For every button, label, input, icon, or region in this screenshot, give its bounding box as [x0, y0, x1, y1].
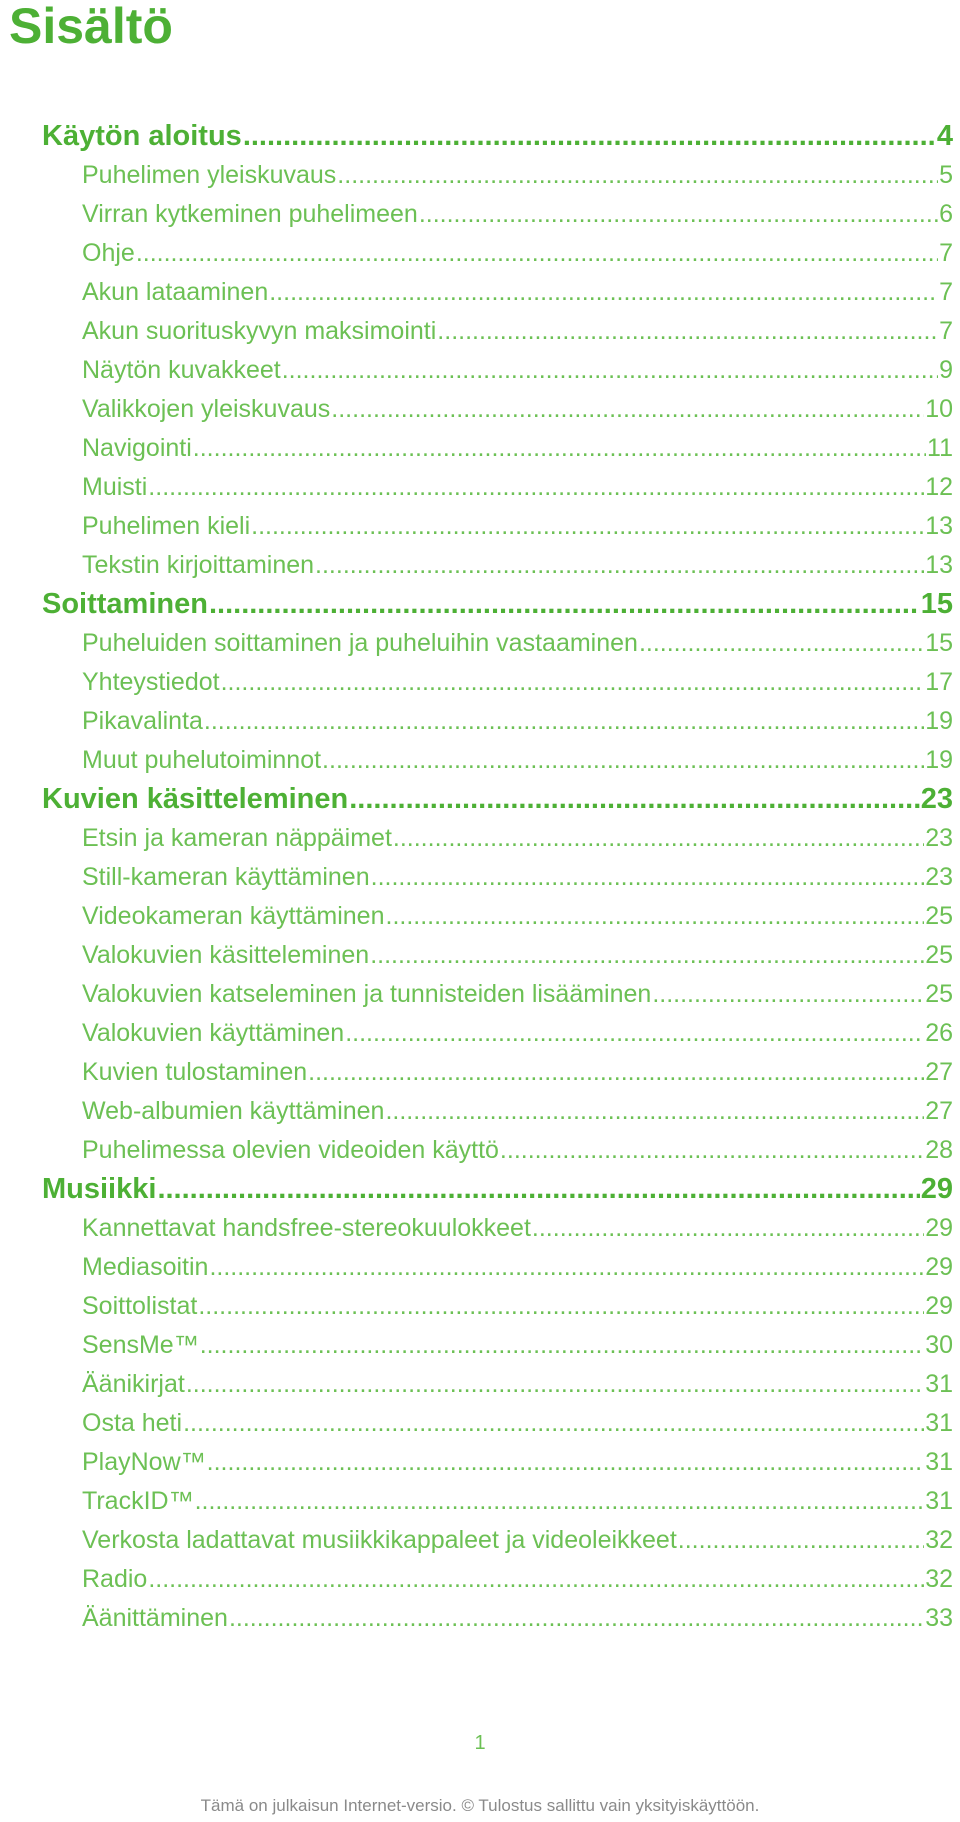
toc-leader-dots: [331, 390, 924, 429]
toc-entry[interactable]: [82, 1092, 953, 1131]
toc-entry-page: 31: [925, 1487, 953, 1515]
toc-entry-page: 5: [939, 161, 953, 189]
toc-entry[interactable]: [82, 234, 953, 273]
toc-leader-dots: [198, 1287, 924, 1326]
toc-entry[interactable]: [82, 1482, 953, 1521]
toc-leader-dots: [322, 741, 924, 780]
toc-entry[interactable]: [82, 507, 953, 546]
toc-entry-label: Valokuvien käyttäminen: [82, 1019, 345, 1047]
toc-entry[interactable]: [82, 936, 953, 975]
toc-leader-dots: [282, 351, 938, 390]
toc-entry[interactable]: [82, 468, 953, 507]
toc-section-entry[interactable]: [42, 117, 953, 156]
toc-leader-dots: [148, 1560, 924, 1599]
toc-section-entry[interactable]: [42, 1170, 953, 1209]
toc-entry[interactable]: [82, 351, 953, 390]
toc-entry-label: Puhelimen yleiskuvaus: [82, 161, 337, 189]
toc-entry[interactable]: [82, 702, 953, 741]
toc-entry-label: Verkosta ladattavat musiikkikappaleet ja videoleikkeet: [82, 1526, 677, 1554]
toc-section-title: Kuvien käsitteleminen: [42, 783, 349, 815]
toc-leader-dots: [209, 585, 920, 624]
toc-leader-dots: [678, 1521, 924, 1560]
toc-section-page: 4: [936, 120, 953, 152]
toc-leader-dots: [385, 1092, 924, 1131]
toc-entry[interactable]: [82, 1209, 953, 1248]
toc-leader-dots: [204, 702, 924, 741]
toc-entry[interactable]: [82, 1053, 953, 1092]
toc-entry-label: Etsin ja kameran näppäimet: [82, 824, 392, 852]
toc-entry-label: Valikkojen yleiskuvaus: [82, 395, 331, 423]
toc-entry-page: 6: [939, 200, 953, 228]
toc-entry-page: 10: [925, 395, 953, 423]
toc-entry-page: 9: [939, 356, 953, 384]
toc-leader-dots: [209, 1248, 924, 1287]
toc-entry-page: 7: [939, 278, 953, 306]
toc-entry[interactable]: [82, 663, 953, 702]
toc-entry-page: 27: [925, 1097, 953, 1125]
toc-section-entry[interactable]: [42, 585, 953, 624]
toc-section-title: Musiikki: [42, 1173, 157, 1205]
toc-entry-label: PlayNow™: [82, 1448, 206, 1476]
toc-entry[interactable]: [82, 897, 953, 936]
toc-entry[interactable]: [82, 273, 953, 312]
toc-entry-page: 13: [925, 551, 953, 579]
toc-entry-page: 19: [925, 707, 953, 735]
toc-entry[interactable]: [82, 741, 953, 780]
toc-entry-page: 25: [925, 941, 953, 969]
toc-entry[interactable]: [82, 1287, 953, 1326]
toc-leader-dots: [157, 1170, 919, 1209]
toc-entry-page: 31: [925, 1448, 953, 1476]
toc-entry-page: 17: [925, 668, 953, 696]
toc-entry-label: Valokuvien käsitteleminen: [82, 941, 370, 969]
toc-entry-label: Still-kameran käyttäminen: [82, 863, 370, 891]
toc-entry[interactable]: [82, 1365, 953, 1404]
toc-entry-page: 12: [925, 473, 953, 501]
toc-section-page: 29: [920, 1173, 953, 1205]
toc-leader-dots: [207, 1443, 925, 1482]
toc-entry-page: 31: [925, 1370, 953, 1398]
toc-leader-dots: [437, 312, 938, 351]
toc-entry-page: 23: [925, 863, 953, 891]
toc-leader-dots: [370, 936, 924, 975]
toc-entry-page: 25: [925, 902, 953, 930]
toc-entry[interactable]: [82, 1521, 953, 1560]
toc-entry-page: 26: [925, 1019, 953, 1047]
toc-entry-page: 29: [925, 1292, 953, 1320]
toc-leader-dots: [186, 1365, 924, 1404]
toc-entry[interactable]: [82, 1014, 953, 1053]
toc-leader-dots: [349, 780, 920, 819]
toc-entry-label: TrackID™: [82, 1487, 194, 1515]
toc-entry-label: Näytön kuvakkeet: [82, 356, 281, 384]
toc-entry-label: Virran kytkeminen puhelimeen: [82, 200, 418, 228]
toc-entry-page: 19: [925, 746, 953, 774]
toc-entry-label: Puhelimen kieli: [82, 512, 251, 540]
toc-leader-dots: [345, 1014, 924, 1053]
toc-entry[interactable]: [82, 975, 953, 1014]
toc-entry[interactable]: [82, 1248, 953, 1287]
toc-entry-label: Ohje: [82, 239, 135, 267]
toc-leader-dots: [193, 429, 926, 468]
toc-entry[interactable]: [82, 1404, 953, 1443]
page-title: Sisältö: [9, 0, 173, 54]
toc-leader-dots: [419, 195, 938, 234]
toc-entry[interactable]: [82, 390, 953, 429]
toc-entry-label: Akun lataaminen: [82, 278, 269, 306]
toc-leader-dots: [269, 273, 938, 312]
toc-entry-label: Äänikirjat: [82, 1370, 185, 1398]
toc-section-page: 15: [920, 588, 953, 620]
toc-entry-page: 7: [939, 239, 953, 267]
toc-entry-label: Mediasoitin: [82, 1253, 209, 1281]
toc-entry-label: Muisti: [82, 473, 148, 501]
toc-entry-page: 11: [927, 434, 953, 462]
toc-leader-dots: [183, 1404, 924, 1443]
toc-entry-page: 28: [925, 1136, 953, 1164]
toc-entry-page: 25: [925, 980, 953, 1008]
toc-entry-label: Puheluiden soittaminen ja puheluihin vastaaminen: [82, 629, 638, 657]
toc-entry-page: 30: [925, 1331, 953, 1359]
toc-entry[interactable]: [82, 156, 953, 195]
toc-entry-page: 13: [925, 512, 953, 540]
toc-entry-label: Web-albumien käyttäminen: [82, 1097, 385, 1125]
toc-leader-dots: [148, 468, 924, 507]
toc-leader-dots: [200, 1326, 924, 1365]
toc-leader-dots: [229, 1599, 924, 1638]
toc-leader-dots: [221, 663, 925, 702]
toc-entry[interactable]: [82, 1131, 953, 1170]
toc-leader-dots: [251, 507, 924, 546]
toc-entry-label: Tekstin kirjoittaminen: [82, 551, 315, 579]
table-of-contents: [0, 117, 960, 1638]
toc-entry-page: 27: [925, 1058, 953, 1086]
toc-leader-dots: [500, 1131, 924, 1170]
toc-section-title: Soittaminen: [42, 588, 208, 620]
toc-entry-label: SensMe™: [82, 1331, 199, 1359]
toc-entry[interactable]: [82, 1560, 953, 1599]
toc-leader-dots: [308, 1053, 924, 1092]
toc-leader-dots: [371, 858, 925, 897]
toc-entry-label: Äänittäminen: [82, 1604, 228, 1632]
toc-section-title: Käytön aloitus: [42, 120, 242, 152]
toc-leader-dots: [136, 234, 938, 273]
toc-entry-page: 7: [939, 317, 953, 345]
toc-leader-dots: [532, 1209, 924, 1248]
toc-leader-dots: [652, 975, 924, 1014]
toc-leader-dots: [639, 624, 924, 663]
toc-entry-page: 33: [925, 1604, 953, 1632]
toc-entry-label: Valokuvien katseleminen ja tunnisteiden lisääminen: [82, 980, 652, 1008]
toc-entry-label: Navigointi: [82, 434, 192, 462]
toc-entry[interactable]: [82, 429, 953, 468]
toc-entry[interactable]: [82, 312, 953, 351]
toc-entry-label: Puhelimessa olevien videoiden käyttö: [82, 1136, 499, 1164]
toc-entry-label: Kuvien tulostaminen: [82, 1058, 308, 1086]
toc-leader-dots: [315, 546, 924, 585]
toc-entry-label: Muut puhelutoiminnot: [82, 746, 322, 774]
toc-leader-dots: [393, 819, 924, 858]
toc-entry-page: 29: [925, 1214, 953, 1242]
toc-entry[interactable]: [82, 624, 953, 663]
toc-leader-dots: [386, 897, 925, 936]
toc-entry-label: Yhteystiedot: [82, 668, 220, 696]
toc-entry-label: Videokameran käyttäminen: [82, 902, 385, 930]
toc-entry-page: 29: [925, 1253, 953, 1281]
toc-entry[interactable]: [82, 546, 953, 585]
toc-section-entry[interactable]: [42, 780, 953, 819]
toc-entry-page: 32: [925, 1565, 953, 1593]
toc-entry-label: Pikavalinta: [82, 707, 203, 735]
toc-entry-page: 32: [925, 1526, 953, 1554]
toc-entry[interactable]: [82, 1599, 953, 1638]
toc-entry-page: 15: [925, 629, 953, 657]
toc-entry[interactable]: [82, 195, 953, 234]
toc-entry[interactable]: [82, 1326, 953, 1365]
toc-section-page: 23: [920, 783, 953, 815]
toc-entry-label: Radio: [82, 1565, 148, 1593]
toc-entry-label: Osta heti: [82, 1409, 183, 1437]
toc-entry-page: 31: [925, 1409, 953, 1437]
toc-entry-label: Akun suorituskyvyn maksimointi: [82, 317, 437, 345]
toc-entry[interactable]: [82, 1443, 953, 1482]
toc-leader-dots: [337, 156, 938, 195]
toc-entry[interactable]: [82, 858, 953, 897]
footer-note: Tämä on julkaisun Internet-versio. © Tulostus sallittu vain yksityiskäyttöön.: [200, 1796, 760, 1815]
toc-entry[interactable]: [82, 819, 953, 858]
toc-entry-label: Soittolistat: [82, 1292, 198, 1320]
toc-entry-page: 23: [925, 824, 953, 852]
toc-leader-dots: [195, 1482, 925, 1521]
toc-entry-label: Kannettavat handsfree-stereokuulokkeet: [82, 1214, 531, 1242]
page-number: 1: [474, 1732, 486, 1754]
toc-leader-dots: [243, 117, 936, 156]
